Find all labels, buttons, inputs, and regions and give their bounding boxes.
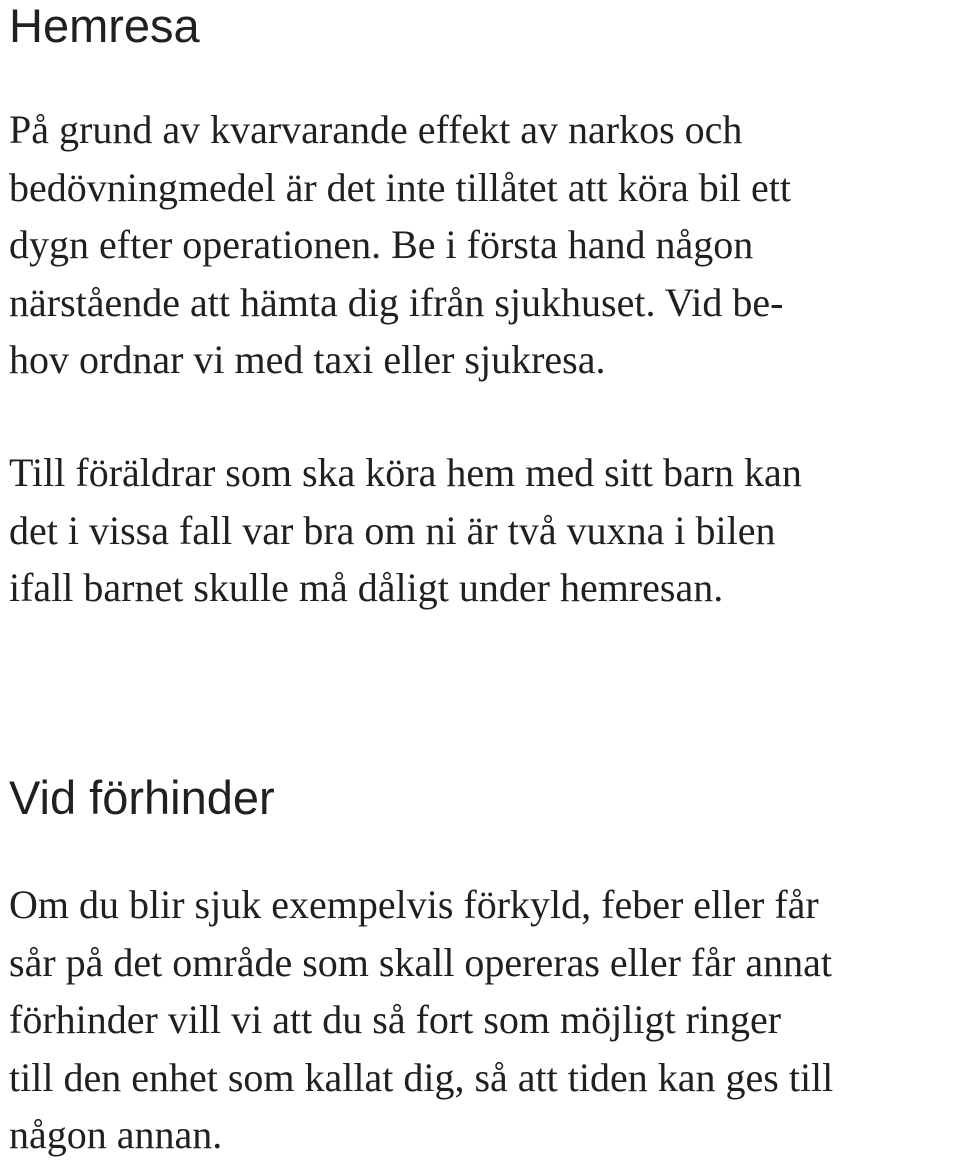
text-line: till den enhet som kallat dig, så att tiden kan ges till bbox=[9, 1054, 834, 1100]
text-line: förhinder vill vi att du så fort som möjligt ringer bbox=[9, 997, 782, 1042]
text-line: På grund av kvarvarande effekt av narkos och bbox=[9, 107, 743, 152]
section-heading-vid-forhinder: Vid förhinder bbox=[9, 771, 275, 824]
text-line: någon annan. bbox=[9, 1112, 223, 1157]
text-line: närstående att hämta dig ifrån sjukhuset. Vid be- bbox=[9, 279, 784, 325]
text-line: sår på det område som skall opereras eller får annat bbox=[9, 939, 832, 985]
text-line: dygn efter operationen. Be i första hand någon bbox=[9, 222, 754, 267]
paragraph-hemresa-transport bbox=[9, 101, 959, 389]
text-line: bedövningmedel är det inte tillåtet att köra bil ett bbox=[9, 164, 791, 210]
paragraph-vid-forhinder bbox=[9, 876, 959, 1164]
paragraph-hemresa-parents bbox=[9, 444, 959, 617]
text-line: hov ordnar vi med taxi eller sjukresa. bbox=[9, 337, 606, 382]
text-line: Till föräldrar som ska köra hem med sitt barn kan bbox=[9, 450, 802, 495]
text-line: ifall barnet skulle må dåligt under hemresan. bbox=[9, 565, 724, 610]
section-heading-hemresa: Hemresa bbox=[9, 0, 200, 52]
text-line: det i vissa fall var bra om ni är två vuxna i bilen bbox=[9, 507, 776, 553]
text-line: Om du blir sjuk exempelvis förkyld, feber eller får bbox=[9, 882, 819, 927]
